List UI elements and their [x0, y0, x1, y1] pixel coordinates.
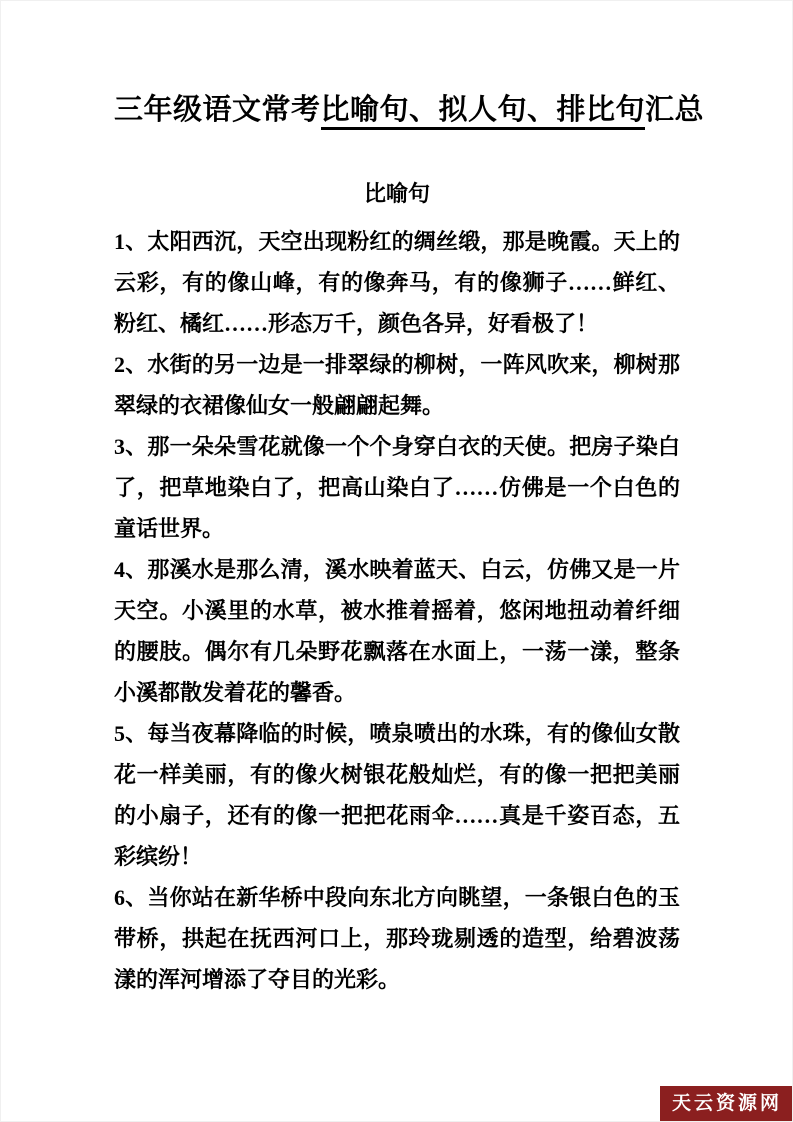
paragraph-4: 4、那溪水是那么清，溪水映着蓝天、白云，仿佛又是一片天空。小溪里的水草，被水推着摇着，悠闲地扭动着纤细的腰肢。偶尔有几朵野花飘落在水面上，一荡一漾，整条小溪都散发着花的馨香。 — [114, 557, 680, 706]
page-title-prefix: 三年级语文常考 — [114, 94, 321, 126]
paragraph-1: 1、太阳西沉，天空出现粉红的绸丝缎，那是晚霞。天上的云彩，有的像山峰，有的像奔马，有的像狮子……鲜红、粉红、橘红……形态万千，颜色各异，好看极了！ — [114, 229, 680, 337]
document-content — [1, 89, 792, 1000]
paragraph-list — [114, 221, 680, 1000]
paragraph-2: 2、水街的另一边是一排翠绿的柳树，一阵风吹来，柳树那翠绿的衣裙像仙女一般翩翩起舞。 — [114, 352, 680, 419]
paragraph-6: 6、当你站在新华桥中段向东北方向眺望，一条银白色的玉带桥，拱起在抚西河口上，那玲珑剔透的造型，给碧波荡漾的浑河增添了夺目的光彩。 — [114, 885, 680, 993]
paragraph-3: 3、那一朵朵雪花就像一个个身穿白衣的天使。把房子染白了，把草地染白了，把高山染白了……仿佛是一个白色的童话世界。 — [114, 434, 680, 542]
page-title — [114, 89, 705, 131]
paragraph-5: 5、每当夜幕降临的时候，喷泉喷出的水珠，有的像仙女散花一样美丽，有的像火树银花般灿烂，有的像一把把美丽的小扇子，还有的像一把把花雨伞……真是千姿百态，五彩缤纷！ — [114, 721, 680, 870]
watermark-badge: 天云资源网 — [660, 1086, 792, 1121]
page-title-underlined: 比喻句、拟人句、排比句 — [321, 94, 646, 130]
section-heading-biyuju: 比喻句 — [363, 181, 430, 207]
page-title-suffix: 汇总 — [645, 94, 705, 126]
